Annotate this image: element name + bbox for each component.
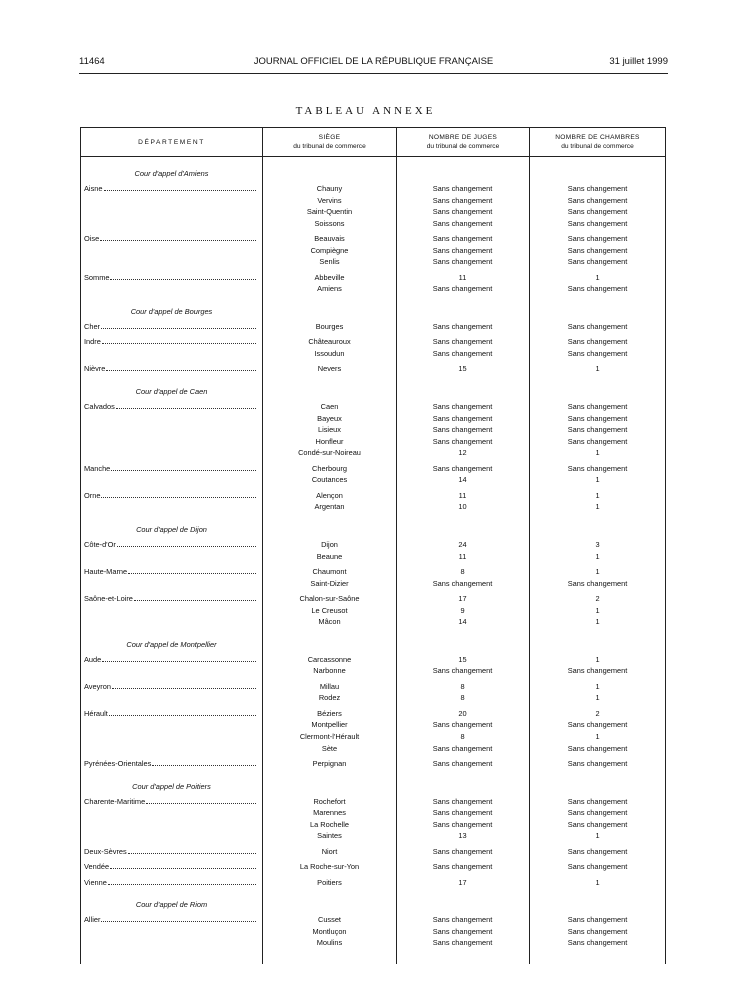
publication-date: 31 juillet 1999: [609, 56, 668, 67]
chambres-cell: 2: [595, 594, 600, 603]
departement-row: [84, 337, 257, 346]
juges-cell: Sans changement: [432, 425, 493, 435]
departement-row: [84, 464, 257, 473]
leader-dots: [117, 540, 256, 547]
departement-row: [84, 322, 257, 331]
departement-name: Calvados: [84, 402, 115, 411]
chambres-cell: 1: [595, 605, 600, 615]
chambres-cell: Sans changement: [567, 234, 628, 244]
juges-cell: 8: [460, 681, 465, 691]
annex-table: [80, 127, 666, 964]
chambres-cell: 1: [595, 567, 600, 576]
siege-cell: Montluçon: [312, 926, 347, 936]
departement-row: [84, 184, 257, 193]
siege-cell: Honfleur: [315, 436, 344, 446]
juges-cell: 14: [458, 617, 467, 627]
juges-cell: Sans changement: [432, 337, 493, 347]
siege-cell: Chauny: [316, 184, 343, 193]
siege-cell: Caen: [320, 402, 339, 411]
siege-cell: Moulins: [316, 938, 343, 948]
juges-cell: 8: [460, 567, 465, 576]
cour-heading: Cour d'appel de Poitiers: [132, 781, 211, 791]
chambres-cell: 1: [595, 502, 600, 512]
juges-cell: Sans changement: [432, 349, 493, 358]
chambres-cell: 1: [595, 364, 600, 374]
juges-cell: Sans changement: [432, 808, 493, 818]
cour-heading: Cour d'appel de Bourges: [130, 307, 213, 316]
siege-cell: Vervins: [317, 195, 342, 205]
header-rule: [79, 73, 668, 74]
chambres-cell: Sans changement: [567, 337, 628, 347]
siege-cell: Niort: [321, 846, 338, 856]
cour-heading: Cour d'appel d'Amiens: [134, 169, 209, 178]
juges-cell: Sans changement: [432, 402, 493, 411]
leader-dots: [128, 847, 256, 854]
juges-cell: Sans changement: [432, 720, 493, 730]
juges-cell: 17: [458, 877, 467, 887]
chambres-cell: Sans changement: [567, 195, 628, 205]
departement-name: Deux-Sèvres: [84, 846, 127, 856]
juges-cell: Sans changement: [432, 862, 493, 872]
siege-cell: Dijon: [321, 540, 338, 549]
juges-cell: Sans changement: [432, 938, 493, 948]
siege-cell: Cusset: [317, 915, 341, 925]
chambres-cell: Sans changement: [567, 402, 628, 411]
siege-cell: Mâcon: [318, 617, 341, 627]
departement-name: Manche: [84, 463, 111, 473]
siege-cell: Clermont-l'Hérault: [299, 732, 360, 741]
departement-row: [84, 540, 257, 549]
page-header: [79, 56, 668, 70]
departement-name: Haute-Marne: [84, 567, 128, 576]
chambres-cell: Sans changement: [567, 808, 628, 818]
juges-cell: Sans changement: [432, 666, 493, 676]
departement-name: Somme: [84, 272, 110, 282]
siege-cell: La Roche-sur-Yon: [299, 862, 360, 872]
siege-cell: Carcassonne: [307, 654, 352, 664]
juges-cell: 9: [460, 605, 465, 615]
siege-cell: Perpignan: [312, 759, 347, 768]
departement-name: Hérault: [84, 708, 108, 718]
juges-cell: Sans changement: [432, 846, 493, 856]
siege-cell: Condé-sur-Noireau: [298, 448, 361, 458]
chambres-cell: 2: [595, 708, 600, 718]
chambres-cell: Sans changement: [567, 796, 628, 806]
chambres-cell: Sans changement: [567, 218, 628, 228]
siege-cell: Rochefort: [313, 796, 346, 806]
leader-dots: [104, 184, 257, 191]
chambres-cell: 1: [595, 681, 600, 691]
table-title: TABLEAU ANNEXE: [295, 105, 436, 117]
cour-heading: Cour d'appel de Dijon: [136, 525, 207, 534]
leader-dots: [134, 594, 256, 601]
juges-cell: 11: [458, 490, 467, 500]
departement-row: [84, 862, 257, 871]
chambres-cell: Sans changement: [567, 413, 628, 423]
header-separator: [81, 156, 665, 157]
juges-cell: Sans changement: [432, 819, 493, 829]
leader-dots: [112, 682, 256, 689]
leader-dots: [102, 337, 256, 344]
chambres-cell: Sans changement: [567, 743, 628, 753]
juges-cell: Sans changement: [432, 926, 493, 936]
siege-cell: Issoudun: [314, 349, 345, 358]
chambres-cell: Sans changement: [567, 257, 628, 267]
chambres-cell: Sans changement: [567, 666, 628, 676]
juges-cell: Sans changement: [432, 436, 493, 446]
chambres-cell: Sans changement: [567, 436, 628, 446]
chambres-cell: 1: [595, 693, 600, 703]
juges-cell: 8: [460, 693, 465, 703]
departement-name: Indre: [84, 337, 101, 347]
chambres-cell: 1: [595, 732, 600, 741]
page-number: 11464: [79, 56, 105, 67]
juges-cell: 11: [458, 272, 467, 282]
chambres-cell: Sans changement: [567, 846, 628, 856]
siege-cell: Narbonne: [313, 666, 346, 676]
chambres-cell: Sans changement: [567, 284, 628, 294]
siege-cell: Cherbourg: [312, 463, 347, 473]
chambres-cell: Sans changement: [567, 759, 628, 768]
journal-title: JOURNAL OFFICIEL DE LA RÉPUBLIQUE FRANÇAISE: [253, 56, 494, 67]
siege-cell: Saintes: [317, 831, 342, 841]
chambres-cell: Sans changement: [567, 207, 628, 217]
departement-row: [84, 402, 257, 411]
departement-row: [84, 364, 257, 373]
departement-row: [84, 567, 257, 576]
juges-cell: Sans changement: [432, 322, 493, 331]
departement-name: Aveyron: [84, 681, 111, 691]
juges-cell: 8: [460, 732, 465, 741]
juges-cell: Sans changement: [432, 257, 493, 267]
departement-name: Aisne: [84, 184, 103, 193]
juges-cell: 20: [458, 708, 467, 718]
leader-dots: [108, 878, 256, 885]
column-header-departement: [81, 128, 262, 156]
siege-cell: Bourges: [315, 322, 344, 331]
juges-cell: Sans changement: [432, 759, 493, 768]
chambres-cell: Sans changement: [567, 578, 628, 588]
leader-dots: [100, 234, 256, 241]
siege-cell: Beauvais: [314, 234, 345, 244]
leader-dots: [101, 491, 256, 498]
cour-heading: Cour d'appel de Riom: [135, 900, 208, 910]
departement-row: [84, 273, 257, 282]
chambres-cell: Sans changement: [567, 915, 628, 925]
departement-name: Pyrénées-Orientales: [84, 759, 152, 768]
cour-heading: Cour d'appel de Caen: [135, 387, 208, 396]
column-header-label: SIÈGE: [318, 134, 341, 141]
departement-row: [84, 915, 257, 924]
siege-cell: Argentan: [314, 502, 345, 512]
chambres-cell: Sans changement: [567, 720, 628, 730]
chambres-cell: 1: [595, 490, 600, 500]
juges-cell: Sans changement: [432, 234, 493, 244]
departement-name: Oise: [84, 234, 100, 244]
siege-cell: Bayeux: [317, 413, 342, 423]
leader-dots: [110, 273, 256, 280]
juges-cell: Sans changement: [432, 245, 493, 255]
departement-row: [84, 878, 257, 887]
chambres-cell: Sans changement: [567, 245, 628, 255]
departement-name: Cher: [84, 322, 101, 331]
juges-cell: Sans changement: [432, 413, 493, 423]
leader-dots: [101, 322, 256, 329]
siege-cell: Abbeville: [314, 272, 345, 282]
leader-dots: [152, 759, 256, 766]
siege-cell: Montpellier: [311, 720, 348, 730]
juges-cell: Sans changement: [432, 218, 493, 228]
chambres-cell: Sans changement: [567, 862, 628, 872]
column-header-label: NOMBRE DE JUGES: [428, 134, 498, 141]
siege-cell: Le Creusot: [311, 605, 348, 615]
chambres-cell: 1: [595, 617, 600, 627]
departement-row: [84, 594, 257, 603]
departement-name: Vienne: [84, 877, 107, 887]
cour-heading: Cour d'appel de Montpellier: [126, 639, 217, 649]
departement-row: [84, 847, 257, 856]
juges-cell: 13: [458, 831, 467, 841]
leader-dots: [102, 655, 256, 662]
leader-dots: [106, 364, 256, 371]
column-header-siege: [263, 128, 396, 156]
siege-cell: Millau: [319, 681, 340, 691]
chambres-cell: Sans changement: [567, 819, 628, 829]
chambres-cell: Sans changement: [567, 349, 628, 358]
siege-cell: Lisieux: [317, 425, 341, 435]
chambres-cell: 1: [595, 448, 600, 458]
leader-dots: [128, 567, 256, 574]
juges-cell: 12: [458, 448, 467, 458]
juges-cell: Sans changement: [432, 207, 493, 217]
departement-row: [84, 682, 257, 691]
juges-cell: Sans changement: [432, 463, 493, 473]
departement-row: [84, 797, 257, 806]
leader-dots: [111, 464, 256, 471]
siege-cell: Poitiers: [317, 877, 342, 887]
siege-cell: Compiègne: [310, 245, 349, 255]
juges-cell: 24: [458, 540, 467, 549]
departement-name: Aude: [84, 654, 102, 664]
siege-cell: Coutances: [311, 475, 348, 485]
siege-cell: Béziers: [317, 708, 342, 718]
departement-row: [84, 491, 257, 500]
juges-cell: Sans changement: [432, 915, 493, 925]
column-header-juges: [397, 128, 529, 156]
chambres-cell: Sans changement: [567, 938, 628, 948]
siege-cell: Soissons: [314, 218, 345, 228]
column-header-sublabel: du tribunal de commerce: [561, 143, 634, 150]
siege-cell: Beaune: [316, 551, 343, 561]
chambres-cell: Sans changement: [567, 184, 628, 193]
departement-name: Saône-et-Loire: [84, 594, 133, 603]
siege-cell: Chaumont: [312, 567, 347, 576]
departement-name: Côte-d'Or: [84, 540, 116, 549]
siege-cell: Senlis: [319, 257, 340, 267]
chambres-cell: 1: [595, 475, 600, 485]
siege-cell: Rodez: [318, 693, 341, 703]
departement-row: [84, 709, 257, 718]
siege-cell: Saint-Dizier: [310, 578, 349, 588]
chambres-cell: Sans changement: [567, 322, 628, 331]
juges-cell: 10: [458, 502, 467, 512]
column-header-chambres: [530, 128, 665, 156]
chambres-cell: 1: [595, 551, 600, 561]
juges-cell: 14: [458, 475, 467, 485]
departement-name: Nièvre: [84, 364, 106, 374]
juges-cell: Sans changement: [432, 796, 493, 806]
siege-cell: Alençon: [316, 490, 343, 500]
juges-cell: 17: [458, 594, 467, 603]
departement-name: Orne: [84, 490, 101, 500]
siege-cell: La Rochelle: [309, 819, 350, 829]
siege-cell: Chalon-sur-Saône: [299, 594, 360, 603]
column-header-sublabel: du tribunal de commerce: [426, 143, 500, 150]
chambres-cell: 1: [595, 654, 600, 664]
chambres-cell: Sans changement: [567, 926, 628, 936]
juges-cell: 11: [458, 551, 467, 561]
departement-name: Allier: [84, 915, 101, 925]
column-header-label: NOMBRE DE CHAMBRES: [555, 134, 640, 141]
leader-dots: [116, 402, 256, 409]
chambres-cell: 1: [595, 831, 600, 841]
chambres-cell: Sans changement: [567, 425, 628, 435]
column-header-sublabel: du tribunal de commerce: [293, 143, 366, 150]
departement-row: [84, 655, 257, 664]
siege-cell: Sète: [321, 743, 338, 753]
chambres-cell: Sans changement: [567, 463, 628, 473]
siege-cell: Saint-Quentin: [306, 207, 353, 217]
juges-cell: Sans changement: [432, 284, 493, 294]
chambres-cell: 1: [595, 877, 600, 887]
leader-dots: [109, 709, 256, 716]
juges-cell: Sans changement: [432, 184, 493, 193]
departement-row: [84, 759, 257, 768]
juges-cell: Sans changement: [432, 578, 493, 588]
leader-dots: [101, 915, 256, 922]
departement-name: Charente-Maritime: [84, 796, 146, 806]
column-header-label: DÉPARTEMENT: [138, 138, 205, 146]
siege-cell: Châteauroux: [308, 337, 351, 347]
chambres-cell: 1: [595, 272, 600, 282]
juges-cell: 15: [458, 364, 467, 374]
juges-cell: Sans changement: [432, 195, 493, 205]
juges-cell: 15: [458, 654, 467, 664]
departement-name: Vendée: [84, 862, 110, 872]
leader-dots: [110, 862, 256, 869]
siege-cell: Nevers: [317, 364, 342, 374]
departement-row: [84, 234, 257, 243]
juges-cell: Sans changement: [432, 743, 493, 753]
chambres-cell: 3: [595, 540, 600, 549]
leader-dots: [146, 797, 256, 804]
siege-cell: Marennes: [313, 808, 346, 818]
siege-cell: Amiens: [317, 284, 342, 294]
